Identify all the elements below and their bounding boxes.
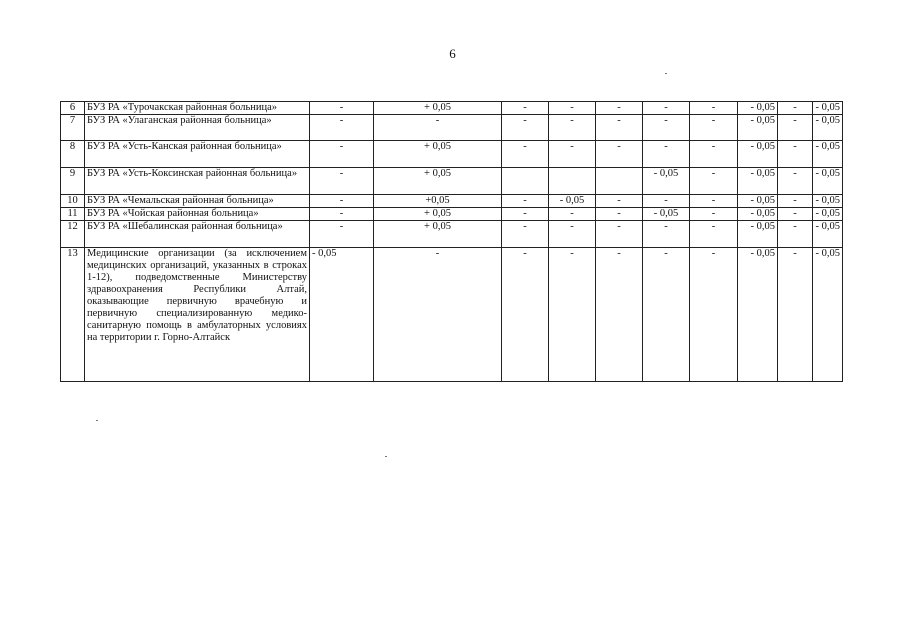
table-cell: -: [502, 248, 549, 382]
table-row: [61, 208, 843, 221]
table-row: [61, 141, 843, 168]
table-cell: -: [690, 221, 738, 248]
table-cell: -: [549, 141, 596, 168]
table-cell: -: [778, 141, 813, 168]
table-cell: -: [310, 141, 374, 168]
table-cell: + 0,05: [374, 221, 502, 248]
table-cell: -: [374, 248, 502, 382]
table-cell: -: [310, 102, 374, 115]
row-number: 6: [61, 102, 85, 115]
table-row: [61, 115, 843, 141]
table-cell: -: [643, 141, 690, 168]
row-number: 11: [61, 208, 85, 221]
table-cell: -: [643, 195, 690, 208]
table-cell: [596, 168, 643, 195]
table-cell: - 0,05: [738, 208, 778, 221]
table-row: [61, 221, 843, 248]
table-cell: -: [596, 141, 643, 168]
table-cell: + 0,05: [374, 208, 502, 221]
row-number: 13: [61, 248, 85, 382]
table-cell: -: [778, 221, 813, 248]
table-cell: - 0,05: [643, 168, 690, 195]
table-row: [61, 102, 843, 115]
table-cell: -: [502, 102, 549, 115]
table-cell: -: [310, 195, 374, 208]
table-cell: - 0,05: [310, 248, 374, 382]
table-cell: -: [596, 221, 643, 248]
row-number: 9: [61, 168, 85, 195]
table-cell: -: [310, 115, 374, 141]
organization-name: БУЗ РА «Чойская районная больница»: [85, 208, 310, 221]
row-number: 12: [61, 221, 85, 248]
row-number: 7: [61, 115, 85, 141]
table-cell: -: [502, 195, 549, 208]
table-cell: -: [596, 195, 643, 208]
table-cell: - 0,05: [738, 141, 778, 168]
table-cell: - 0,05: [643, 208, 690, 221]
table-cell: + 0,05: [374, 102, 502, 115]
table-cell: - 0,05: [813, 221, 843, 248]
table-cell: -: [310, 168, 374, 195]
table-cell: -: [549, 248, 596, 382]
table-cell: -: [310, 221, 374, 248]
table-row: [61, 248, 843, 382]
table-cell: -: [596, 208, 643, 221]
table-cell: -: [596, 248, 643, 382]
table-cell: [549, 168, 596, 195]
table-cell: - 0,05: [549, 195, 596, 208]
table-row: [61, 168, 843, 195]
table-cell: - 0,05: [738, 115, 778, 141]
organization-name: БУЗ РА «Усть-Коксинская районная больница»: [85, 168, 310, 195]
table-row: [61, 195, 843, 208]
table-cell: -: [310, 208, 374, 221]
table-cell: -: [778, 195, 813, 208]
table-cell: - 0,05: [813, 208, 843, 221]
table-cell: -: [643, 102, 690, 115]
organization-name: БУЗ РА «Усть-Канская районная больница»: [85, 141, 310, 168]
table-cell: -: [690, 115, 738, 141]
table-cell: - 0,05: [738, 102, 778, 115]
table-cell: -: [690, 208, 738, 221]
table-cell: +0,05: [374, 195, 502, 208]
table-cell: -: [643, 248, 690, 382]
organization-name: БУЗ РА «Шебалинская районная больница»: [85, 221, 310, 248]
table-cell: -: [502, 115, 549, 141]
table-cell: -: [778, 208, 813, 221]
table-cell: -: [690, 102, 738, 115]
page-number: 6: [449, 46, 456, 61]
table-cell: - 0,05: [813, 102, 843, 115]
table-cell: -: [374, 115, 502, 141]
table-cell: -: [596, 115, 643, 141]
table-cell: - 0,05: [813, 141, 843, 168]
table-cell: - 0,05: [738, 168, 778, 195]
organization-name: Медицинские организации (за исключением медицинских организаций, указанных в строках 1-12), подведомственные Министерству здравоохранения Республики Алтай, оказывающие первичную врачебную и первичную специализированную медико-санитарную помощь в амбулаторных условиях на территории г. Горно-Алтайск: [85, 248, 310, 382]
table-cell: -: [549, 115, 596, 141]
table-cell: + 0,05: [374, 168, 502, 195]
table-cell: + 0,05: [374, 141, 502, 168]
organization-name: БУЗ РА «Турочакская районная больница»: [85, 102, 310, 115]
table-cell: -: [690, 141, 738, 168]
table-cell: -: [778, 248, 813, 382]
table-cell: [502, 168, 549, 195]
table-cell: -: [502, 141, 549, 168]
organization-name: БУЗ РА «Улаганская районная больница»: [85, 115, 310, 141]
table-cell: -: [643, 115, 690, 141]
table-cell: -: [549, 208, 596, 221]
row-number: 10: [61, 195, 85, 208]
allocation-table: [60, 101, 843, 382]
row-number: 8: [61, 141, 85, 168]
table-cell: -: [778, 102, 813, 115]
scan-speck: [665, 73, 667, 74]
table-cell: -: [690, 168, 738, 195]
table-cell: - 0,05: [813, 248, 843, 382]
table-cell: - 0,05: [738, 195, 778, 208]
table-cell: -: [596, 102, 643, 115]
table-cell: - 0,05: [813, 115, 843, 141]
table-cell: -: [549, 102, 596, 115]
table-cell: -: [502, 208, 549, 221]
table-cell: - 0,05: [813, 168, 843, 195]
table-cell: - 0,05: [738, 221, 778, 248]
table-cell: - 0,05: [738, 248, 778, 382]
table-cell: -: [778, 168, 813, 195]
organization-name: БУЗ РА «Чемальская районная больница»: [85, 195, 310, 208]
table-cell: -: [549, 221, 596, 248]
table-cell: -: [502, 221, 549, 248]
table-cell: -: [690, 248, 738, 382]
table-cell: -: [778, 115, 813, 141]
scan-speck: [385, 456, 387, 457]
scan-speck: [96, 420, 98, 421]
table-cell: -: [690, 195, 738, 208]
table-cell: - 0,05: [813, 195, 843, 208]
table-cell: -: [643, 221, 690, 248]
